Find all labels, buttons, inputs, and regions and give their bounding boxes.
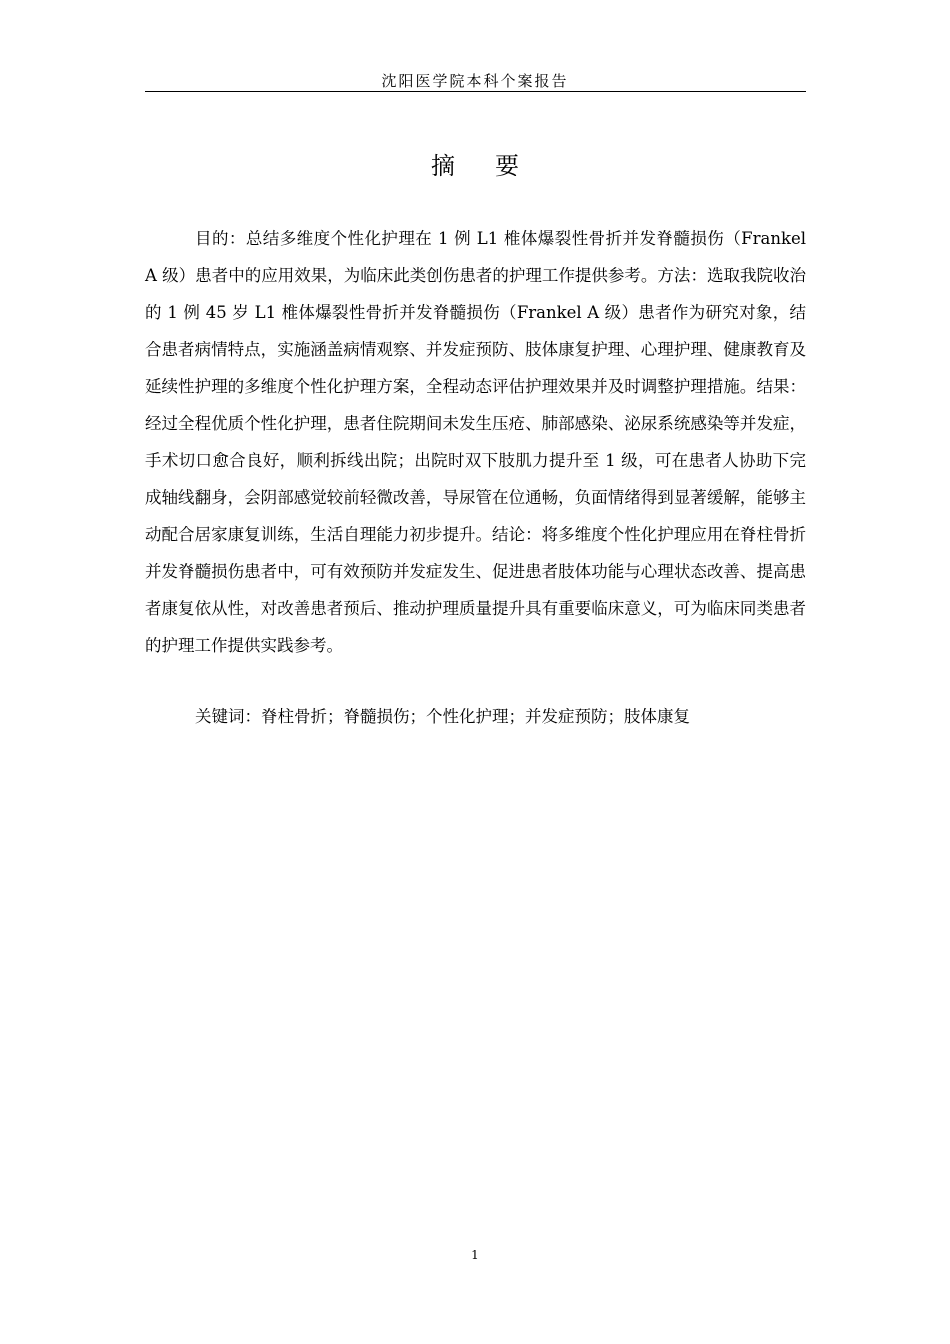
abstract-body: [145, 220, 806, 664]
method-label: 方法：: [657, 266, 707, 285]
title-char-2: 要: [495, 152, 519, 180]
method-text: 选取我院收治的 1 例 45 岁 L1 椎体爆裂性骨折并发脊髓损伤（Frankel A 级）患者作为研究对象，结合患者病情特点，实施涵盖病情观察、并发症预防、肢体康复护理、心理护理、健康教育及延续性护理的多维度个性化护理方案，全程动态评估护理效果并及时调整护理措施。: [145, 266, 806, 396]
conclusion-text: 将多维度个性化护理应用在脊柱骨折并发脊髓损伤患者中，可有效预防并发症发生、促进患者肢体功能与心理状态改善、提高患者康复依从性，对改善患者预后、推动护理质量提升具有重要临床意义，可为临床同类患者的护理工作提供实践参考。: [145, 525, 807, 655]
keywords-line: [195, 702, 690, 732]
page-title: [0, 146, 950, 181]
purpose-label: 目的：: [195, 229, 246, 248]
result-label: 结果：: [756, 377, 807, 396]
conclusion-label: 结论：: [492, 525, 542, 544]
purpose-text: 总结多维度个性化护理在 1 例 L1 椎体爆裂性骨折并发脊髓损伤（Frankel A 级）患者中的应用效果，为临床此类创伤患者的护理工作提供参考。: [145, 229, 806, 285]
header-title: 沈阳医学院本科个案报告: [381, 72, 569, 90]
keywords-text: 脊柱骨折；脊髓损伤；个性化护理；并发症预防；肢体康复: [261, 707, 690, 726]
page-number: 1: [471, 1248, 479, 1262]
keywords-label: 关键词：: [195, 707, 261, 726]
header-divider: [145, 91, 806, 92]
result-text: 经过全程优质个性化护理，患者住院期间未发生压疮、肺部感染、泌尿系统感染等并发症，手术切口愈合良好，顺利拆线出院；出院时双下肢肌力提升至 1 级，可在患者人协助下完成轴线翻身，会阴部感觉较前轻微改善，导尿管在位通畅，负面情绪得到显著缓解，能够主动配合居家康复训练，生活自理能力初步提升。: [145, 414, 806, 544]
abstract-paragraph: [145, 220, 806, 664]
title-char-1: 摘: [431, 152, 455, 180]
